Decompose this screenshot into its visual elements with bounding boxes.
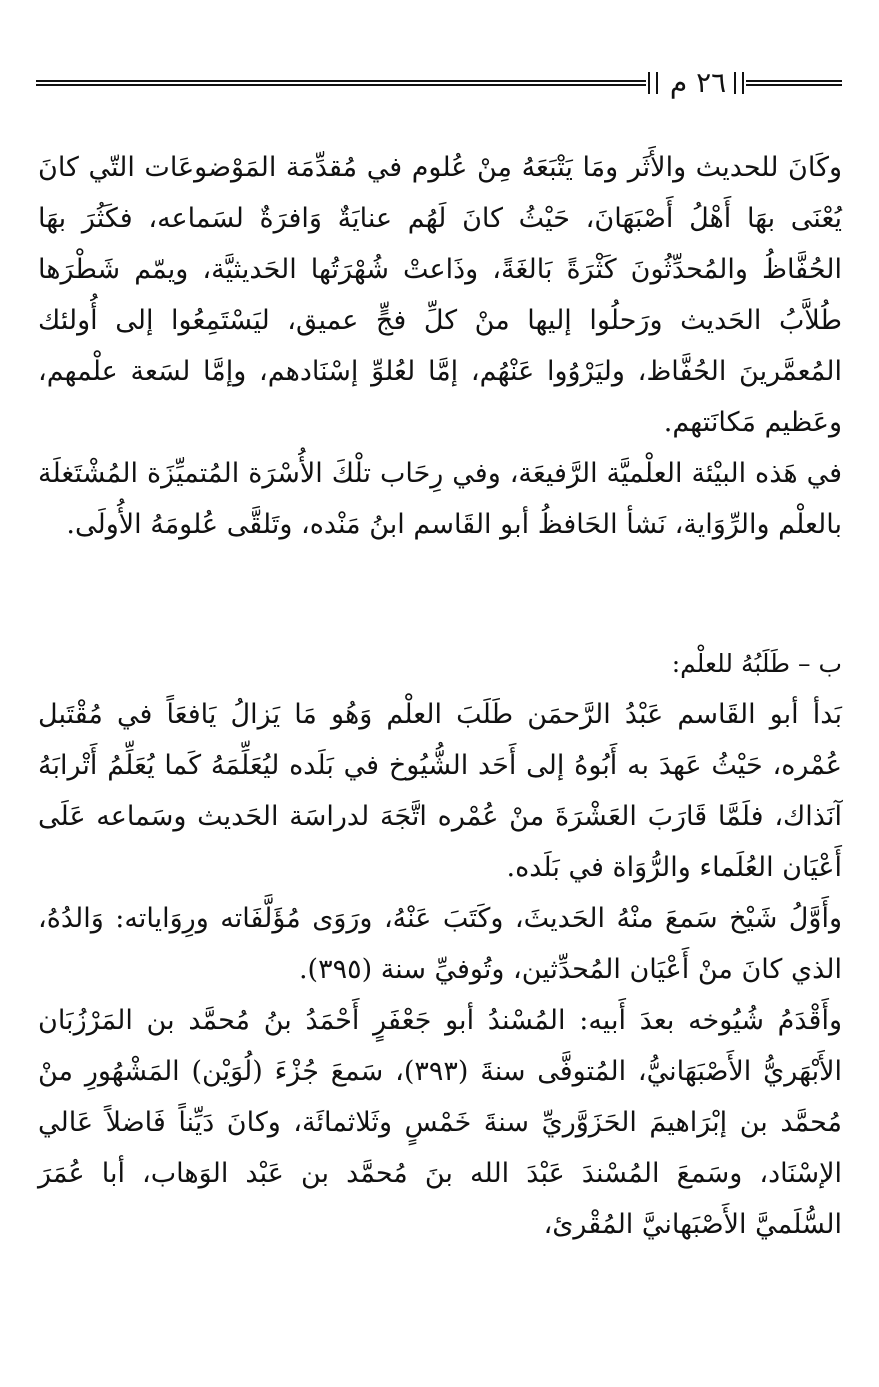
header-double-rule-right: [746, 80, 842, 86]
paragraph: في هَذه البيْئة العلْميَّة الرَّفيعَة، وفي رِحَاب تلْكَ الأُسْرَة المُتميِّزَة المُشْتَغلَة بالعلْم والرِّوَاية، نَشأ الحَافظُ أبو القَاسم ابنُ مَنْده، وتَلقَّى عُلومَهُ الأُولَى.: [38, 458, 842, 540]
paragraph: وكَانَ للحديث والأَثَر ومَا يَتْبَعَهُ مِنْ عُلوم في مُقدِّمَة المَوْضوعَات التّي كانَ يُعْنَى بهَا أَهْلُ أَصْبَهَانَ، حَيْثُ كانَ لَهُم عنايَةٌ وَافرَةٌ لسَماعه، فكَثُرَ بهَا الحُفَّاظُ والمُحدِّثُونَ كَثْرَةً بَالغَةً، وذَاعتْ شُهْرَتُها الحَديثيَّة، ويمّم شَطْرَها طُلاَّبُ الحَديث ورَحلُوا إليها منْ كلِّ فجٍّ عميق، ليَسْتَمِعُوا إلى أُولئك المُعمَّرينَ الحُفَّاظ، وليَرْوُوا عَنْهُم، إمَّا لعُلوِّ إسْنَادهم، وإمَّا لسَعة علْمهم، وعَظيم مَكانَتهم.: [38, 152, 842, 438]
page-number: ٢٦ م: [669, 66, 727, 99]
section-spacer: [38, 550, 842, 638]
header-rule-tick: [742, 72, 744, 94]
page-header: [36, 66, 842, 100]
paragraph: وأَقْدَمُ شُيُوخه بعدَ أَبيه: المُسْندُ أبو جَعْفَرٍ أَحْمَدُ بنُ مُحمَّد بن المَرْزُبَان الأَبْهَريُّ الأَصْبَهَانيُّ، المُتوفَّى سنةَ (٣٩٣)، سَمعَ جُزْءَ (لُوَيْن) المَشْهُورِ منْ مُحمَّد بن إبْرَاهيمَ الحَزَوَّريِّ سنةَ خَمْسٍ وثَلاثمائَة، وكانَ دَيِّناً فَاضلاً عَالي الإسْنَاد، وسَمعَ المُسْندَ عَبْدَ الله بنَ مُحمَّد بن عَبْد الوَهاب، أبا عُمَرَ السُّلَميَّ الأَصْبَهانيَّ المُقْرئ،: [38, 1005, 842, 1240]
header-rule-tick: [734, 72, 736, 94]
page-body: [38, 142, 842, 1250]
paragraph: وأَوَّلُ شَيْخ سَمعَ منْهُ الحَديثَ، وكَتَبَ عَنْهُ، ورَوَى مُؤَلَّفَاته ورِوَاياته: وَالدُهُ، الذي كانَ منْ أَعْيَان المُحدِّثين، وتُوفيِّ سنة (٣٩٥).: [38, 903, 842, 985]
header-rule-tick: [648, 72, 650, 94]
section-heading: ب – طَلَبُهُ للعلْم:: [671, 649, 842, 678]
header-double-rule-left: [36, 80, 646, 86]
paragraph: بَدأ أبو القَاسم عَبْدُ الرَّحمَن طَلَبَ العلْم وَهُو مَا يَزالُ يَافعَاً في مُقْتَبل عُمْره، حَيْثُ عَهدَ به أَبُوهُ إلى أَحَد الشُّيُوخ في بَلَده ليُعَلِّمَهُ كَما يُعَلِّمُ أَتْرابَهُ آنَذاك، فلَمَّا قَارَبَ العَشْرَةَ منْ عُمْره اتَّجَهَ لدراسَة الحَديث وسَماعه عَلَى أَعْيَان العُلَماء والرُّوَاة في بَلَده.: [38, 699, 842, 883]
header-rule-tick: [656, 72, 658, 94]
